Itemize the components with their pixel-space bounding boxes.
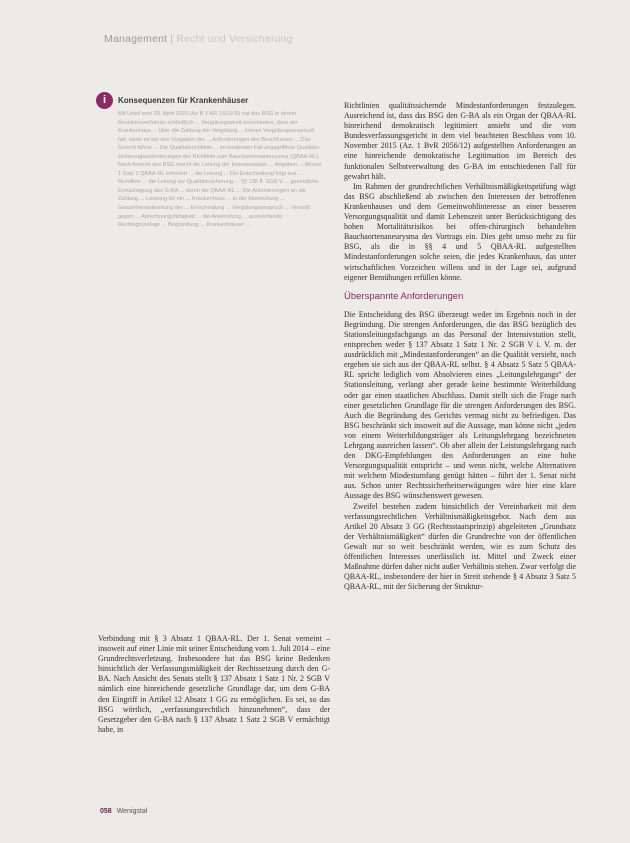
- info-box-body: [118, 110, 324, 230]
- right-column: [344, 101, 576, 592]
- right-paragraph-3: Die Entscheidung des BSG überzeugt weder im Ergebnis noch in der Begründung. Die strengen Anforderungen, die das BSG bezüglich des Stationsleitungsfachgangs an das Personal der Intensivstation stellt, entsprechen weder § 137 Absatz 1 Satz 1 Nr. 2 SGB V i. V. m. der ausdrücklich mit „Mindestanforderungen“ an die Qualität versieht, noch ergeben sie sich aus der QBAA-RL selbst. § 4 Absatz 5 Satz 5 QBAA-RL spricht lediglich vom Absolvieren eines „Leitungslehrgangs“ der Stationsleitung, verlangt aber gerade keine bestimmte Weiterbildung oder gar einen staatlichen Abschluss. Damit stellt sich die Frage nach einer gesetzlichen Grundlage für die strengen Anforderungen des BSG. Auch die Begründung des Gerichts vermag nicht zu befriedigen. Das BSG beschränkt sich insoweit auf die Aussage, man könne nicht „jeden von einem Weiterbildungsträger als Leitungslehrgang bezeichneten Lehrgang ausreichen lassen“. Ob aber allein der Leistungslehrgang nach den DKG-Empfehlungen den Anforderungen an eine hohe Versorgungsqualität entspricht – und wenn nicht, welche Alternativen mit welchem Mindestumfang genügt hätten – führt der 1. Senat nicht aus. Schon unter Rechtssicherheitserwägungen wäre hier eine klare Aussage des BSG wünschenswert gewesen.: [344, 309, 576, 501]
- section-heading: Überspannte Anforderungen: [344, 290, 464, 302]
- running-header: [104, 33, 293, 45]
- right-paragraph-2: Im Rahmen der grundrechtlichen Verhältnismäßigkeitsprüfung wägt das BSG abschließend ab zwischen den Interessen der betroffenen Krankenhauses und dem Gemeinwohlinteresse an einer besseren Versorgungsqualität und damit Lebenszeit unter Berücksichtigung des hohen Mortalitätsrisikos bei offen-chirurgisch behandelten Bauchaortenaneurysma des Vortrags ein. Dies geht umso mehr zu für BSG, als die in §§ 4 und 5 QBAA-RL aufgestellten Mindestanforderungen solche seien, die jedes Krankenhaus, das unter wirtschaftlichen Vorzeichen willens und in der Lage sei, aufgrund eigener Bemühungen erfüllen könne.: [344, 181, 576, 282]
- info-box-title: Konsequenzen für Krankenhäuser: [118, 96, 249, 105]
- header-section: Management: [104, 33, 168, 45]
- page-footer: [100, 808, 147, 815]
- right-paragraph-4: Zweifel bestehen zudem hinsichtlich der Vereinbarkeit mit dem verfassungsrechtlichen Verhältnismäßigkeitsgebot. Nach dem aus Artikel 20 Absatz 3 GG (Rechtsstaatsprinzip) abgeleiteten „Grundsatz der Verhältnismäßigkeit“ dürfen die Grundrechte von der öffentlichen Gewalt nur so weit beschränkt werden, wie es zum Schutz des öffentlichen Interesses unerlässlich ist. Mittel und Zweck einer Maßnahme dürfen daher nicht außer Verhältnis stehen. Zwar verfolgt die QBAA-RL, insbesondere der hier in Streit stehende § 4 Absatz 3 Satz 5 QBAA-RL, mit der Sicherung der Struktur-: [344, 501, 576, 592]
- left-paragraph: Verbindung mit § 3 Absatz 1 QBAA-RL. Der 1. Senat verneint – insoweit auf einer Linie mit seiner Entscheidung vom 1. Juli 2014 – eine Grundrechtsverletzung. Insbesondere hat das BSG keine Bedenken hinsichtlich der Verfassungsmäßigkeit der Rechtssetzung durch den G-BA. Nach Ansicht des Senats stellt § 137 Absatz 1 Satz 1 Nr. 2 SGB V nämlich eine hinreichende gesetzliche Grundlage dar, um dem G-BA den Eingriff in Artikel 12 Absatz 1 GG zu ermöglichen. Es sei, so das BSG wörtlich, „verfassungsrechtlich hinzunehmen“, dass der Gesetzgeber den G-BA nach § 137 Absatz 1 Satz 2 SGB V ermächtigt habe, in: [98, 634, 330, 734]
- publication-name: Wenigstal: [116, 808, 148, 815]
- header-separator: |: [170, 33, 174, 45]
- info-box-text: Mit Urteil vom 29. April 2020 (Az B 1 KR 16/19 R) hat das BSG in einem Revisionsverfahren schließlich ... Vergütungsstreit entschieden, dass ein Krankenhaus ... über die Zahlung der Vergütung ... keinen Vergütungsanspruch hat, wenn es bei den Vorgaben der ... Anforderungen des Beschlusses ... Das Gericht führte ... Die Qualitätsrichtlinie ... im konkreten Fall angegriffene Qualitäts- sicherungsanforderungen der Richtlinie zum Bauchaortenaneurysma (QBAA-RL). Nach Ansicht des BSG macht die Leitung der Intensivstation ... Angaben ... Absatz 1 Satz 1 QBAA-RL erfordert ... die Leitung ... Die Entscheidung folgt aus ... Richtlinie ... die Leitung zur Qualitätssicherung ... §§ 136 ff. SGB V ... gesetzliche Ermächtigung des G-BA ... durch die QBAA-RL ... Die Anforderungen an die Zahlung ... Leistung für ein ... Krankenhaus ... in der Abweichung ... Gesamtverantwortung der ... Entscheidung ... Vergütungsanspruch ... Verstoß gegen ... Abrechnungsfähigkeit ... die Anwendung ... ausreichende Rechtsgrundlage ... Begründung ... Krankenhäuser ...: [118, 111, 322, 229]
- info-icon: i: [96, 92, 113, 109]
- right-paragraph-1: Richtlinien qualitätssichernde Mindestanforderungen festzulegen. Ausreichend ist, dass das BSG den G-BA als ein Organ der QBAA-RL hinreichend demokratisch legitimiert ansieht und die vom Bundesverfassungsgericht in dem viel beachteten Beschluss vom 10. November 2015 (Az. 1 BvR 2056/12) aufgestellten Anforderungen an eine hinreichende demokratische Legitimation im Bereich des funktionalen Selbstverwaltung des G-BA im entschiedenen Fall für gewahrt hält.: [344, 101, 576, 181]
- page-number: 058: [100, 808, 112, 815]
- header-subsection: Recht und Versicherung: [176, 33, 293, 45]
- left-column: [98, 634, 330, 735]
